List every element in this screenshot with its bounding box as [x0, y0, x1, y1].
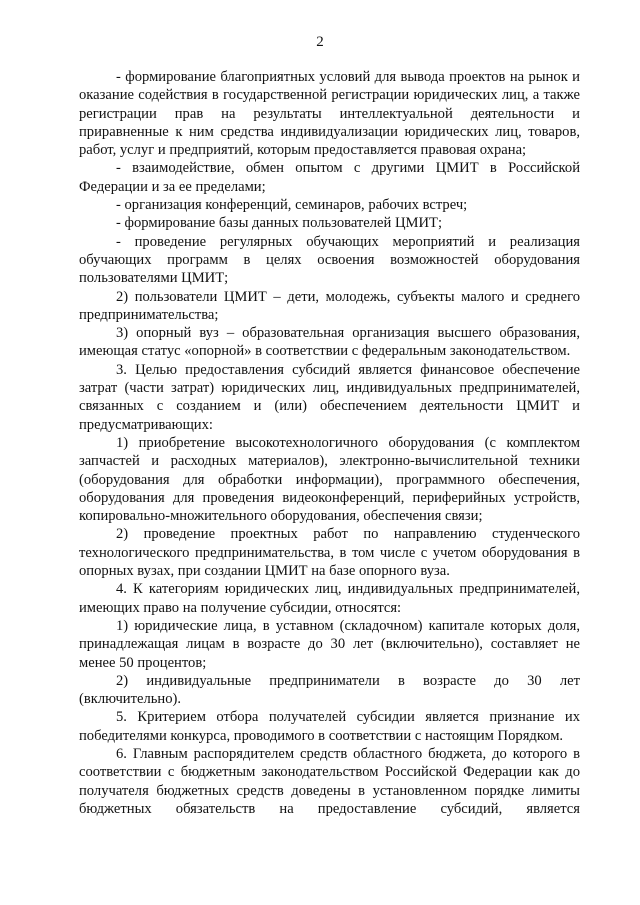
paragraph-item-projects: 2) проведение проектных работ по направлению студенческого технологического предпринимательства, в том числе с учетом оборудования в опорных вузах, при создании ЦМИТ на базе опорного вуза. — [79, 526, 580, 580]
paragraph-section-3: 3. Целью предоставления субсидий является финансовое обеспечение затрат (части затрат) юридических лиц, индивидуальных предпринимателей, связанных с созданием и (или) обеспечением деятельности ЦМИТ и предусматривающих: — [79, 361, 580, 433]
paragraph-bullet-cooperation: - взаимодействие, обмен опытом с другими ЦМИТ в Российской Федерации и за ее пределами; — [79, 160, 580, 195]
paragraph-section-5: 5. Критерием отбора получателей субсидии является признание их победителями конкурса, проводимого в соответствии с настоящим Порядком. — [79, 709, 580, 744]
page-number: 2 — [316, 34, 324, 50]
paragraph-bullet-database: - формирование базы данных пользователей ЦМИТ; — [116, 215, 443, 232]
paragraph-definition-users: 2) пользователи ЦМИТ – дети, молодежь, субъекты малого и среднего предпринимательства; — [79, 288, 580, 323]
document-body — [79, 68, 580, 818]
paragraph-item-equipment: 1) приобретение высокотехнологичного оборудования (с комплектом запчастей и расходных материалов), электронно-вычислительной техники (оборудования для обработки информации), программного обеспечения, оборудования для проведения видеоконференций, периферийных устройств, копировально-множительного оборудования, обеспечения связи; — [79, 434, 580, 525]
paragraph-item-entrepreneurs: 2) индивидуальные предприниматели в возрасте до 30 лет (включительно). — [79, 672, 580, 708]
paragraph-bullet-conferences: - организация конференций, семинаров, рабочих встреч; — [116, 197, 468, 214]
paragraph-bullet-market: - формирование благоприятных условий для вывода проектов на рынок и оказание содействия в государственной регистрации юридических лиц, а также регистрации прав на результаты интеллектуальной деятельности и приравненные к ним средства индивидуализации юридических лиц, товаров, работ, услуг и предприятий, которым предоставляется правовая охрана; — [79, 69, 580, 159]
paragraph-bullet-training: - проведение регулярных обучающих мероприятий и реализация обучающих программ в целях освоения возможностей оборудования пользователями ЦМИТ; — [79, 233, 580, 287]
paragraph-section-6: 6. Главным распорядителем средств областного бюджета, до которого в соответствии с бюджетным законодательством Российской Федерации как до получателя бюджетных средств доведены в установленном порядке лимиты бюджетных обязательств на предоставление субсидий, является — [79, 745, 580, 817]
paragraph-section-4: 4. К категориям юридических лиц, индивидуальных предпринимателей, имеющих право на получение субсидии, относятся: — [79, 581, 580, 616]
paragraph-item-legal-entities: 1) юридические лица, в уставном (складочном) капитале которых доля, принадлежащая лицам в возрасте до 30 лет (включительно), составляет не менее 50 процентов; — [79, 617, 580, 671]
paragraph-definition-university: 3) опорный вуз – образовательная организация высшего образования, имеющая статус «опорной» в соответствии с федеральным законодательством. — [79, 325, 580, 360]
